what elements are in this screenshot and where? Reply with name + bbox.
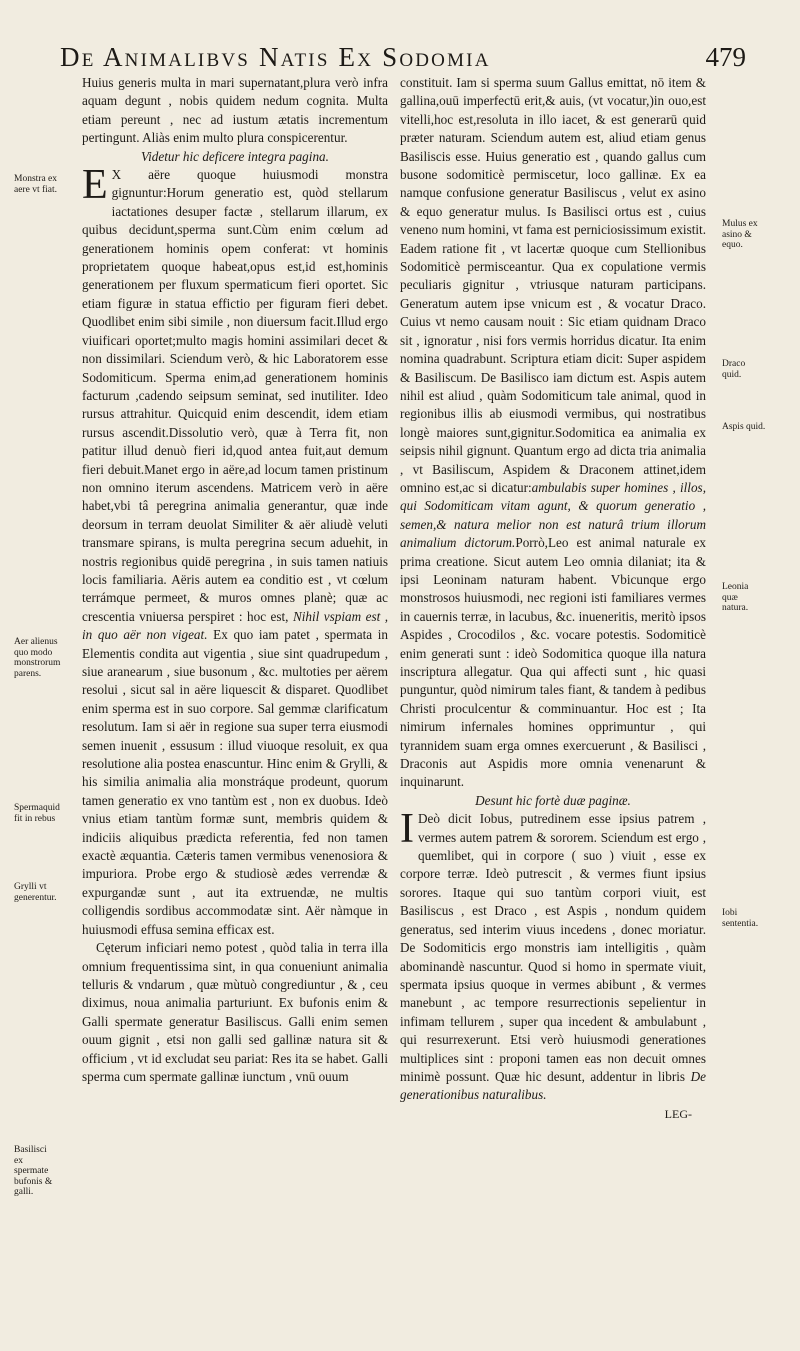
drop-cap: E	[82, 162, 108, 209]
italic-quote: ambulabis super homines , illos, qui Sodomiticam vitam agunt, & quorum generatio , semen,& natura melior non est naturâ trium illorum animalium dictorum.	[400, 479, 706, 551]
right-column	[400, 74, 706, 1123]
editorial-note: Videtur hic deficere integra pagina.	[141, 148, 329, 164]
paragraph: Cęterum inficiari nemo potest , quòd talia in terra illa omnium frequentissima sint, in qua conueniunt animalia telluris & vndarum , quæ mùtuò congrediuntur , & , ceu diximus, noua animalia parturiunt. Ex bufonis enim & Galli spermate generatur Basiliscus. Galli enim semen ouum gignit , etsi non galli sed gallinæ natura sit & officium , vt id excludat seu pariat: Res ita se habet. Galli sperma cum spermate gallinæ iunctum , vnū ouum	[82, 940, 388, 1084]
margin-note-right-1: Mulus ex asino & equo.	[722, 219, 758, 250]
catchword: LEG-	[664, 1106, 692, 1121]
editorial-note: Desunt hic fortè duæ paginæ.	[475, 792, 631, 808]
paragraph	[82, 162, 389, 939]
margin-note-left-1: Monstra ex aere vt fiat.	[14, 174, 58, 195]
book-title: De generationibus naturalibus.	[400, 1068, 706, 1103]
paragraph	[400, 806, 706, 1105]
running-title: De Animalibvs Natis Ex Sodomia	[60, 42, 491, 72]
page-number: 479	[705, 42, 746, 72]
paragraph-text: X aëre quoque huiusmodi monstra gignuntur:Horum generatio est, quòd stellarum iactationes desuper factæ , stellarum illarum, ex quibus decidunt,sperma sunt.Cùm enim cœlum ad generationem hominis opem conferat: vt hominis proprietatem quoque habeat,opus est,id est,hominis generationem per fluxum spermaticum fieri oportet. Sic etiam figuræ in statua effictio per figuram fieri debet. Quodlibet enim sibi simile , non diuersum facit.Illud ergo viuificari oportet;multo magis homini assimilari decet & non dissimilari. Sciendum verò, & hic Laboratorem esse Sodomiticum. Sperma enim,ad generationem hominis facturum ,cadendo seipsum seminat, sed inutiliter. Ideo rursus attrahitur. Quicquid enim descendit, idem etiam rursus ascendit.Dissolutio verò, quæ à Terra fit, non patitur illud denuò fieri id,quod antea fuit,aut demum fieri debuit.Manet ergo in aëre,ad locum tamen pristinum non omnino iterum ascendens. Matricem verò in aëre habet,vbi tâ peregrina animalia generantur, quæ inde deorsum in terram deuolat Similiter & aër aliudè veluti transmare spirans, is multa peregrina secum aduehit, in nostris regionibus quidē peregrina , in suis tamen natiuis locis familiaria. Aëris autem ea conditio est , vt cœlum terrámque permeet, & muros omnes planè; quæ ac crescentia vniuersa perspiret : hoc est,	[82, 167, 388, 624]
margin-note-right-2: Draco quid.	[722, 359, 746, 380]
paragraph: Huius generis multa in mari supernatant,plura verò infra aquam degunt , nobis quidem nedum cognita. Multa etiam pereunt , nec ad iustum ætatis incrementum pertingunt. Aliàs enim multo plura conspicerentur.	[82, 75, 388, 146]
margin-note-left-2: Aer alienus quo modo monstrorum parens.	[14, 637, 61, 679]
margin-note-left-4: Grylli vt generentur.	[14, 882, 57, 903]
margin-note-right-4: Leonia quæ natura.	[722, 582, 749, 613]
drop-cap: I	[400, 806, 414, 853]
italic-quote: Nihil vspiam est , in quo aër non vigeat.	[82, 608, 388, 643]
margin-note-left-3: Spermaquid fit in rebus	[14, 803, 60, 824]
running-header	[60, 42, 750, 76]
paragraph-text: Ex quo iam patet , spermata in Elementis condita aut vigentia , siue sint quadrupedum , siue aranearum , siue busonum , &c. multoties per aërem resolui , sicut sal in aëre liquescit & disparet. Quodlibet enim sperma est in suo corpore. Sal gemmæ clarificatum resolutum. Iam si aër in regione sua super terra eiusmodi semen inuenit , essusum : illud viuoque resoluit, ex qua resolutione alia postea enascuntur. Hinc enim & Grylli, & his similia animalia alia monstráque prodeunt, quorum tamen generatio ex vno tantùm est , non ex duobus. Ideò vnius etiam tantùm formæ sunt, membris quidem & indiciis aliquibus prædicta referentia, fed non tamen exactè æquantia. Cæteris tamen vermibus venenosiora & impuriora. Probe ergo & studiosè ædes verrendæ & expurgandæ sunt , aut ita extruendæ, ne multis colligendis sordibus accommodatæ sint. Aër nàmque in huiusmodi effusa semina efficax est.	[82, 627, 389, 937]
paragraph	[400, 74, 706, 792]
paragraph-text: Porrò,Leo est animal naturale ex prima creatione. Sicut autem Leo omnia dilaniat; ita & ipsi Leoninam naturam habent. Vbicunque ergo monstrosos huiusmodi, nec regioni isti familiares vermes in cauernis terræ, in lacubus, &c. inueneritis, meritò ipsos Aspides , Crocodilos , &c. vocare potestis. Sodomiticè enim generati sunt : ideò Sodomitica quoque illa natura inscriptura allegatur. Qua qui affecti sunt , hic quasi punguntur, quòd nimirum tales fiant, & tandem à pedibus Christi proculcentur & comminuantur. Hoc est ; Ita nimirum infernales homines opprimuntur , qui tyrannidem suam erga omnes exercuerunt , & Basilisci , Draconis aut Aspidis more omnia venenarunt & inquinarunt.	[400, 535, 706, 790]
left-column	[82, 74, 388, 1086]
margin-note-left-5: Basilisci ex spermate bufonis & galli.	[14, 1145, 53, 1197]
paragraph-text: Deò dicit Iobus, putredinem esse ipsius patrem , vermes autem patrem & sororem. Sciendum est ergo , quemlibet, qui in corpore ( suo ) viuit , esse ex corpore terræ. Ideò putrescit , & vermes fiunt ipsius sorores. Itaque qui suo tantùm corpori viuit, est Basiliscus , est Draco , est Aspis , nondum quidem generatus, sed interim viuus incedens , donec moriatur. De Sodomiticis ergo monstris iam intelligitis , quàm abominandè nascuntur. Quod si homo in spermate viuit, spermata ipsius quoque in vermes abibunt , & vermes manebunt , ac tempore resurrectionis sepelientur in infimam tellurem , super qua incedent & ambulabunt , qui resurrexerunt. Etsi verò huiusmodi generationes multiplices sint : proponi tamen eas non decuit omnes minimè possunt. Quæ hic desunt, addentur in libris	[400, 811, 706, 1084]
margin-note-right-3: Aspis quid.	[722, 422, 766, 432]
margin-note-right-5: Iobi sententia.	[722, 908, 759, 929]
paragraph-text: constituit. Iam si sperma suum Gallus emittat, nō item & gallina,ouū imperfectū erit,& auis, (vt vocatur,)in ouo,est vitelli,hoc est,resoluta in illo iacet, & est generarū quid præter naturam. Sciendum autem est, aliud etiam genus Basiliscis esse. Huius generatio est , quando gallus cum busone sodomiticè permiscetur, loco gallinæ. Ex ea namque confusione generatur Basiliscus , velut ex asino & equo generatur mulus. Is Basilisci ortus est , cuius veneno num homini, vt fama est perniciosissimum existit. Eadem ratione fit , vt lacertæ quoque cum Stellionibus Sodomiticè permisceantur. Qua ex copulatione vermis peculiaris gignitur , vtriusque naturam participans. Generatum autem ipse vnicum est , & vocatur Draco. Cuius vt nemo causam nouit : Sic etiam quidnam Draco sit , ignoratur , nisi fors vermis horridus dicatur. Ita enim nomina quadrabunt. Scriptura etiam dicit: Super aspidem & Basiliscum. De Basilisco iam dictum est. Aspis autem nihil est aliud , quàm Sodomiticum tale animal, quod in regionibus illis ab eiusmodi vermibus, qui nostratibus longè maiores sunt,gignitur.Sodomitica ea animalia ex seipsis nihil gignunt. Quantum ergo ad dicta tria animalia , vt Basiliscum, Aspidem & Draconem attinet,idem omnino est,ac si dicatur:	[400, 75, 706, 495]
